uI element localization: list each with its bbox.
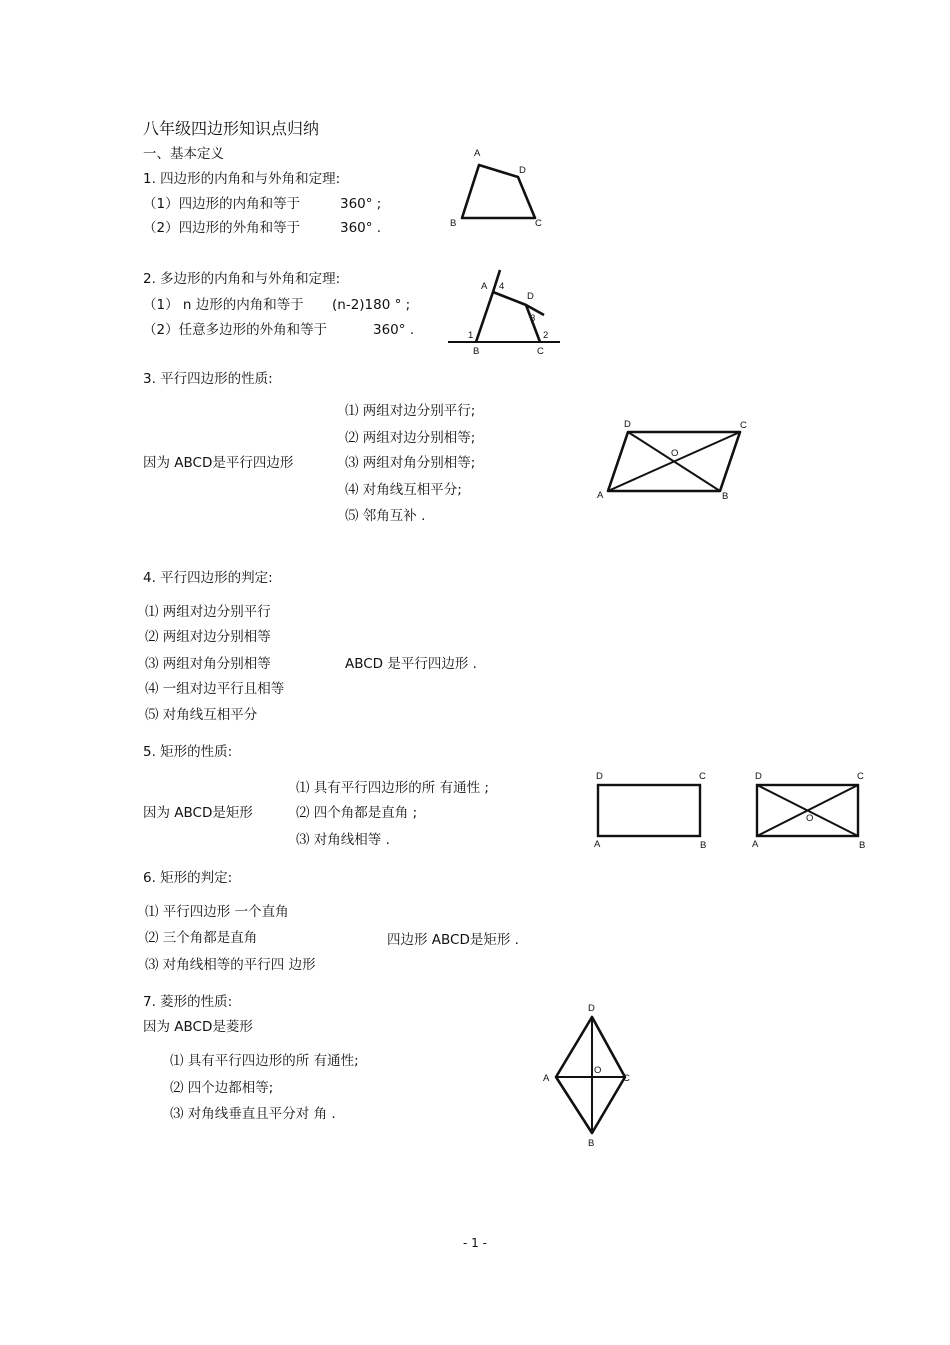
item5-property-3: ⑶ 对角线相等 . — [296, 832, 390, 848]
item4-criterion-1: ⑴ 两组对边分别平行 — [145, 604, 271, 620]
item2-line2-text: （2）任意多边形的外角和等于 — [143, 322, 328, 338]
item2-line1-value: (n-2)180 ° ; — [332, 297, 411, 313]
label-O: O — [806, 813, 814, 824]
item5-premise: 因为 ABCD是矩形 — [143, 805, 253, 821]
item1-line2-value: 360° . — [340, 220, 382, 236]
item7-heading: 7. 菱形的性质: — [143, 994, 233, 1010]
item6-criterion-3: ⑶ 对角线相等的平行四 边形 — [145, 957, 316, 973]
item2-heading: 2. 多边形的内角和与外角和定理: — [143, 271, 341, 287]
label-A: A — [543, 1073, 550, 1084]
item4-criterion-2: ⑵ 两组对边分别相等 — [145, 629, 271, 645]
item1-heading: 1. 四边形的内角和与外角和定理: — [143, 171, 341, 187]
label-B: B — [588, 1138, 595, 1149]
label-A: A — [474, 148, 481, 159]
item5-property-1: ⑴ 具有平行四边形的所 有通性 ; — [296, 780, 489, 796]
item4-criterion-3: ⑶ 两组对角分别相等 — [145, 656, 271, 672]
item3-premise: 因为 ABCD是平行四边形 — [143, 455, 294, 471]
item5-property-2: ⑵ 四个角都是直角 ; — [296, 805, 418, 821]
label-C: C — [535, 218, 542, 229]
label-D: D — [519, 165, 526, 176]
label-B: B — [700, 840, 707, 851]
item3-property-5: ⑸ 邻角互补 . — [345, 508, 426, 524]
item3-heading: 3. 平行四边形的性质: — [143, 371, 273, 387]
label-O: O — [671, 448, 679, 459]
item7-premise: 因为 ABCD是菱形 — [143, 1019, 253, 1035]
item3-property-1: ⑴ 两组对边分别平行; — [345, 403, 476, 419]
label-D: D — [755, 771, 762, 782]
label-C: C — [699, 771, 706, 782]
item2-line1-text: （1） n 边形的内角和等于 — [143, 297, 304, 313]
label-B: B — [859, 840, 866, 851]
label-3: 3 — [530, 313, 536, 324]
item4-criterion-5: ⑸ 对角线互相平分 — [145, 707, 258, 723]
label-C: C — [740, 420, 747, 431]
label-2: 2 — [543, 330, 549, 341]
section-heading-basic-definitions: 一、基本定义 — [143, 146, 224, 162]
label-D: D — [527, 291, 534, 302]
label-A: A — [752, 839, 759, 850]
item6-heading: 6. 矩形的判定: — [143, 870, 233, 886]
item3-property-2: ⑵ 两组对边分别相等; — [345, 430, 476, 446]
label-A: A — [597, 490, 604, 501]
quadrilateral-figure — [440, 140, 560, 235]
label-O: O — [594, 1065, 602, 1076]
label-A: A — [594, 839, 601, 850]
parallelogram-figure — [590, 412, 760, 507]
rectangle-with-diagonals-figure — [748, 765, 873, 855]
label-1: 1 — [468, 330, 474, 341]
item4-conclusion: ABCD 是平行四边形 . — [345, 656, 477, 672]
item3-property-3: ⑶ 两组对角分别相等; — [345, 455, 476, 471]
item5-heading: 5. 矩形的性质: — [143, 744, 233, 760]
label-B: B — [450, 218, 457, 229]
item6-criterion-2: ⑵ 三个角都是直角 — [145, 930, 258, 946]
page-title: 八年级四边形知识点归纳 — [143, 119, 320, 138]
item4-criterion-4: ⑷ 一组对边平行且相等 — [145, 681, 285, 697]
label-C: C — [623, 1073, 630, 1084]
item7-property-3: ⑶ 对角线垂直且平分对 角 . — [170, 1106, 336, 1122]
rhombus-figure — [535, 1000, 645, 1150]
item7-property-2: ⑵ 四个边都相等; — [170, 1080, 274, 1096]
label-B: B — [473, 346, 480, 357]
label-C: C — [857, 771, 864, 782]
polygon-exterior-angle-figure — [440, 265, 570, 360]
rectangle-figure — [590, 765, 715, 855]
item6-criterion-1: ⑴ 平行四边形 一个直角 — [145, 904, 289, 920]
item1-line2-text: （2）四边形的外角和等于 — [143, 220, 301, 236]
label-A: A — [481, 281, 488, 292]
label-B: B — [722, 491, 729, 502]
item7-property-1: ⑴ 具有平行四边形的所 有通性; — [170, 1053, 359, 1069]
label-4: 4 — [499, 281, 505, 292]
label-D: D — [588, 1003, 595, 1014]
item4-heading: 4. 平行四边形的判定: — [143, 570, 273, 586]
item2-line2-value: 360° . — [373, 322, 415, 338]
item3-property-4: ⑷ 对角线互相平分; — [345, 482, 462, 498]
item1-line1-text: （1）四边形的内角和等于 — [143, 196, 301, 212]
label-D: D — [624, 419, 631, 430]
label-D: D — [596, 771, 603, 782]
label-C: C — [537, 346, 544, 357]
item6-conclusion: 四边形 ABCD是矩形 . — [387, 932, 519, 948]
item1-line1-value: 360° ; — [340, 196, 382, 212]
page-number: - 1 - — [463, 1236, 487, 1250]
